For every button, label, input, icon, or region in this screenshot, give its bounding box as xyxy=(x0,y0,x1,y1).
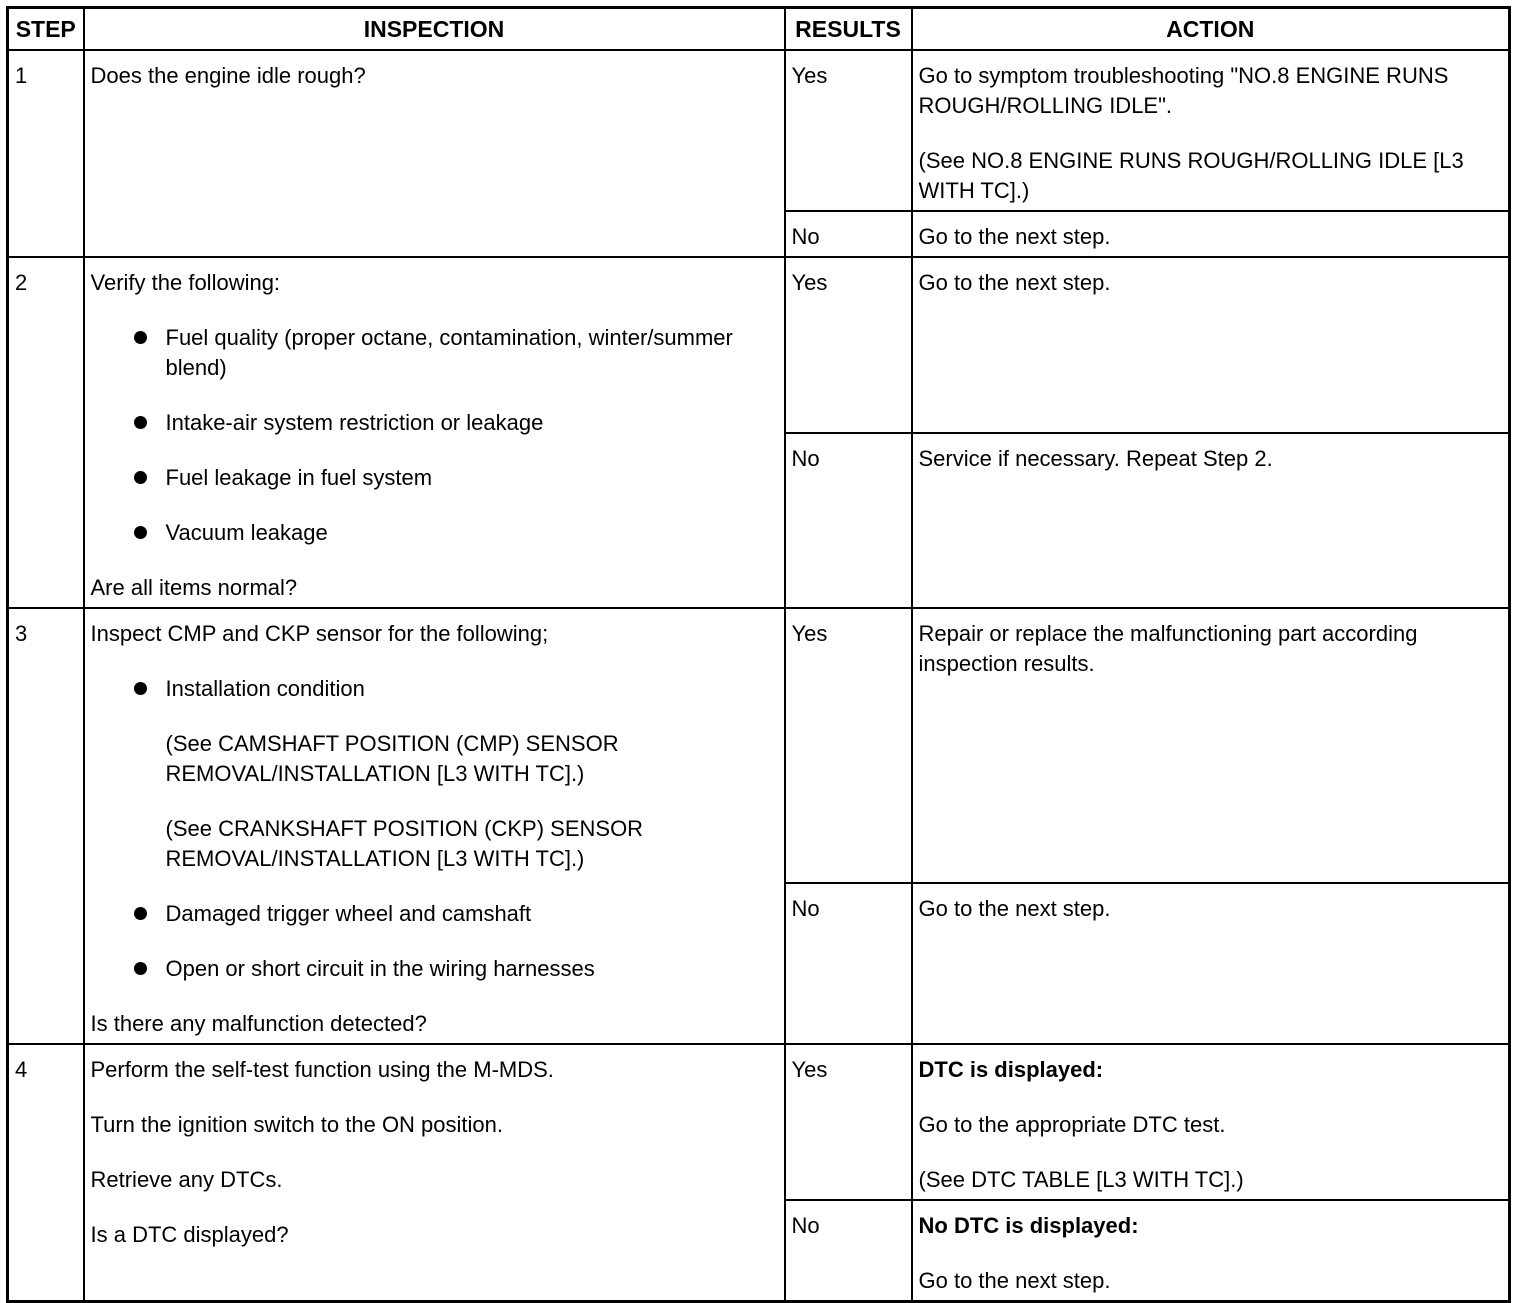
step3-inspection xyxy=(84,608,785,1044)
step1-action-yes xyxy=(912,50,1510,211)
step2-question: Are all items normal? xyxy=(90,575,298,600)
step4-no-heading: No DTC is displayed: xyxy=(918,1213,1139,1238)
step3-checklist-a xyxy=(91,674,778,704)
bullet-icon xyxy=(134,682,147,695)
step2-result-no: No xyxy=(785,433,912,608)
step2-checklist-item xyxy=(91,518,778,548)
step2-item-fuel-leakage: Fuel leakage in fuel system xyxy=(165,465,433,490)
step4-no-action: Go to the next step. xyxy=(918,1268,1111,1293)
bullet-icon xyxy=(134,331,147,344)
step4-inspection xyxy=(84,1044,785,1302)
step3-checklist-item xyxy=(91,674,778,704)
step4-action-no xyxy=(912,1200,1510,1302)
step2-item-intake-air: Intake-air system restriction or leakage xyxy=(165,410,544,435)
step1-inspection-text: Does the engine idle rough? xyxy=(90,63,366,88)
bullet-icon xyxy=(134,907,147,920)
step3-checklist-b xyxy=(91,899,778,984)
step4-result-yes: Yes xyxy=(785,1044,912,1200)
step2-checklist-item xyxy=(91,463,778,493)
step1-inspection xyxy=(84,50,785,257)
step4-line-ignition: Turn the ignition switch to the ON position. xyxy=(90,1112,503,1137)
bullet-icon xyxy=(134,526,147,539)
step2-item-fuel-quality: Fuel quality (proper octane, contamination, winter/summer blend) xyxy=(165,325,733,380)
step1-action-no: Go to the next step. xyxy=(912,211,1510,257)
step1-result-no: No xyxy=(785,211,912,257)
header-row xyxy=(8,8,1510,51)
step3-item-wiring: Open or short circuit in the wiring harnesses xyxy=(165,956,595,981)
step2-inspection xyxy=(84,257,785,608)
step1-yes-row xyxy=(8,50,1510,211)
step3-checklist-item xyxy=(91,899,778,929)
step4-line-self-test: Perform the self-test function using the M-MDS. xyxy=(90,1057,554,1082)
step1-action-yes-reference: (See NO.8 ENGINE RUNS ROUGH/ROLLING IDLE [L3 WITH TC].) xyxy=(918,148,1464,203)
step2-intro: Verify the following: xyxy=(90,270,281,295)
step1-action-yes-text: Go to symptom troubleshooting "NO.8 ENGINE RUNS ROUGH/ROLLING IDLE". xyxy=(918,63,1449,118)
bullet-icon xyxy=(134,962,147,975)
step3-item-trigger-wheel: Damaged trigger wheel and camshaft xyxy=(165,901,532,926)
step4-yes-heading: DTC is displayed: xyxy=(918,1057,1104,1082)
bullet-icon xyxy=(134,471,147,484)
step3-result-yes: Yes xyxy=(785,608,912,883)
step4-action-yes xyxy=(912,1044,1510,1200)
step3-intro: Inspect CMP and CKP sensor for the following; xyxy=(90,621,549,646)
step1-number: 1 xyxy=(8,50,84,257)
step2-checklist-item xyxy=(91,323,778,383)
header-results: RESULTS xyxy=(785,8,912,51)
step3-action-yes: Repair or replace the malfunctioning part according inspection results. xyxy=(912,608,1510,883)
step3-checklist-item xyxy=(91,954,778,984)
step3-item-installation: Installation condition xyxy=(165,676,365,701)
step4-yes-action: Go to the appropriate DTC test. xyxy=(918,1112,1226,1137)
step2-checklist-item xyxy=(91,408,778,438)
step4-yes-reference: (See DTC TABLE [L3 WITH TC].) xyxy=(918,1167,1244,1192)
step2-item-vacuum-leakage: Vacuum leakage xyxy=(165,520,328,545)
diagnostic-procedure-table xyxy=(6,6,1511,1303)
step3-question: Is there any malfunction detected? xyxy=(90,1011,427,1036)
step4-result-no: No xyxy=(785,1200,912,1302)
step2-result-yes: Yes xyxy=(785,257,912,433)
bullet-icon xyxy=(134,416,147,429)
header-inspection: INSPECTION xyxy=(84,8,785,51)
header-action: ACTION xyxy=(912,8,1510,51)
step3-yes-row xyxy=(8,608,1510,883)
step1-result-yes: Yes xyxy=(785,50,912,211)
step3-ckp-reference: (See CRANKSHAFT POSITION (CKP) SENSOR REMOVAL/INSTALLATION [L3 WITH TC].) xyxy=(165,816,644,871)
step3-number: 3 xyxy=(8,608,84,1044)
step4-number: 4 xyxy=(8,1044,84,1302)
step4-line-retrieve: Retrieve any DTCs. xyxy=(90,1167,283,1192)
step4-yes-row xyxy=(8,1044,1510,1200)
step3-action-no: Go to the next step. xyxy=(912,883,1510,1044)
step2-checklist xyxy=(91,323,778,548)
step2-action-no: Service if necessary. Repeat Step 2. xyxy=(912,433,1510,608)
step2-action-yes: Go to the next step. xyxy=(912,257,1510,433)
step3-cmp-reference: (See CAMSHAFT POSITION (CMP) SENSOR REMOVAL/INSTALLATION [L3 WITH TC].) xyxy=(165,731,619,786)
header-step: STEP xyxy=(8,8,84,51)
step4-question: Is a DTC displayed? xyxy=(90,1222,289,1247)
step2-yes-row xyxy=(8,257,1510,433)
step2-number: 2 xyxy=(8,257,84,608)
step3-result-no: No xyxy=(785,883,912,1044)
